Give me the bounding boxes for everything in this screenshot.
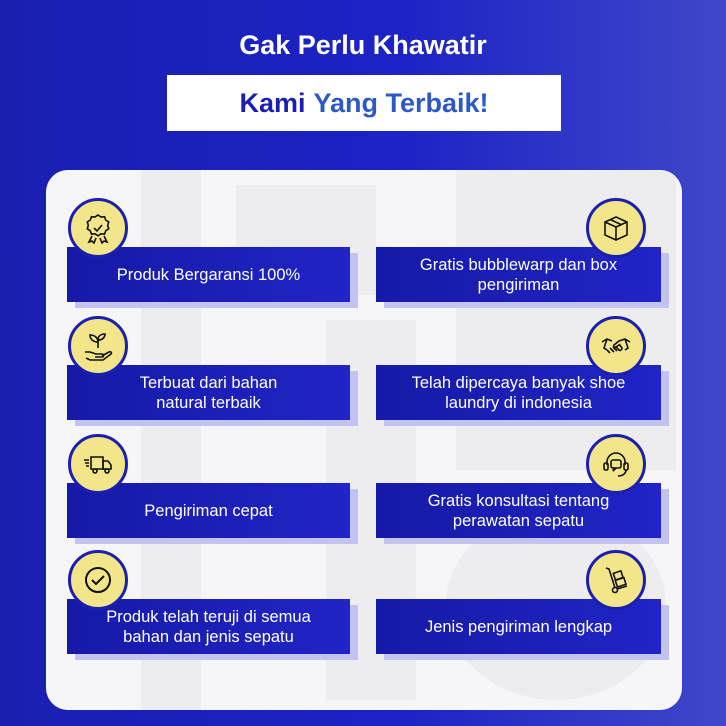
features-panel	[46, 170, 682, 710]
feature-text: Telah dipercaya banyak shoe laundry di indonesia	[411, 373, 626, 412]
hand-truck-icon	[586, 550, 646, 610]
subtitle-part1: Kami	[239, 87, 306, 118]
delivery-truck-icon	[68, 434, 128, 494]
package-box-icon	[586, 198, 646, 258]
page-title: Gak Perlu Khawatir	[239, 30, 487, 60]
subtitle-banner	[167, 75, 561, 131]
feature-text: Jenis pengiriman lengkap	[424, 617, 613, 636]
check-circle-icon	[68, 550, 128, 610]
feature-text: Gratis bubblewarp dan box pengiriman	[419, 255, 618, 294]
feature-text: Produk telah teruji di semua bahan dan jenis sepatu	[106, 607, 311, 646]
feature-text: Gratis konsultasi tentang perawatan sepatu	[427, 491, 610, 530]
feature-text: Produk Bergaransi 100%	[116, 265, 301, 284]
warranty-badge-icon	[68, 198, 128, 258]
feature-text: Terbuat dari bahan natural terbaik	[139, 373, 278, 412]
subtitle-part2: Yang Terbaik!	[313, 87, 489, 118]
feature-text: Pengiriman cepat	[144, 501, 273, 520]
handshake-icon	[586, 316, 646, 376]
plant-hand-icon	[68, 316, 128, 376]
headset-support-icon	[586, 434, 646, 494]
